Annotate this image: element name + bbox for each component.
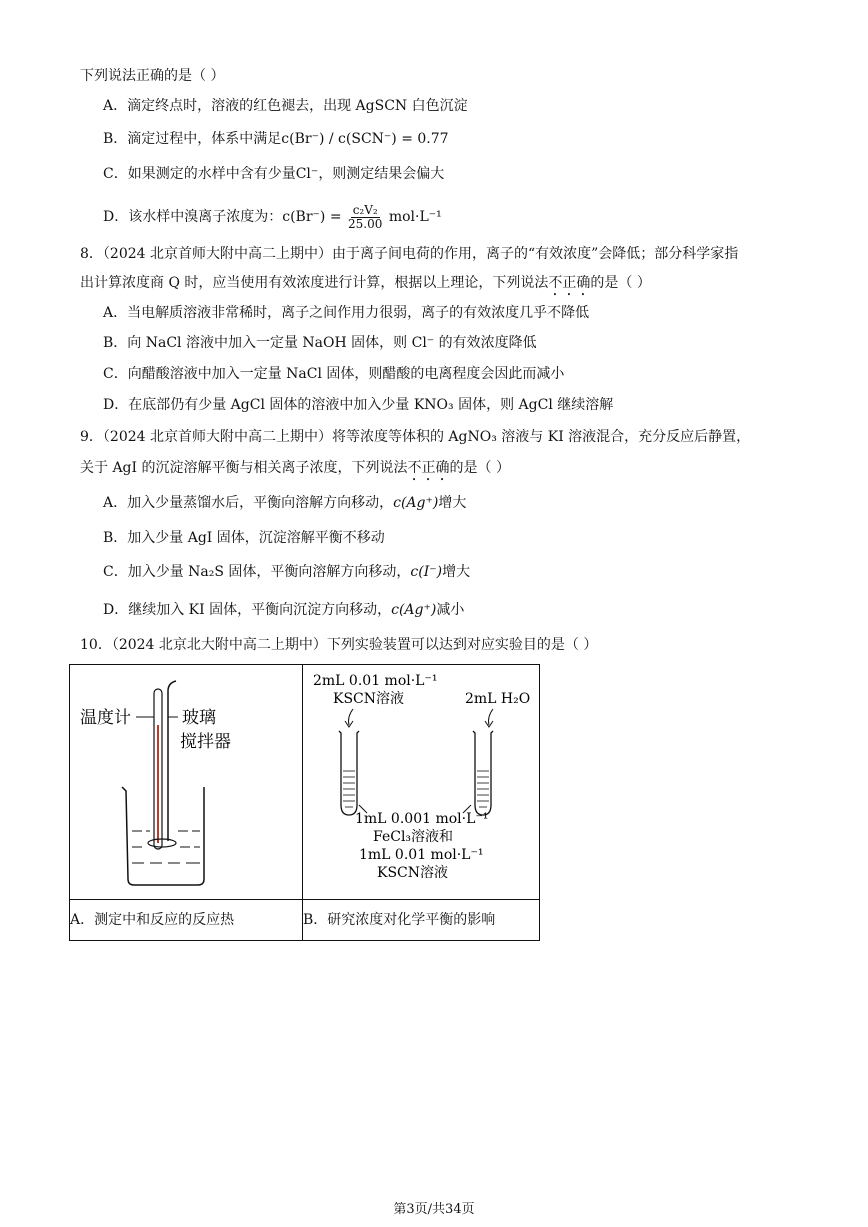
mixture-label-1: 1mL 0.001 mol·L⁻¹ xyxy=(355,811,489,827)
thermometer-label: 温度计 xyxy=(80,708,131,728)
q9-option-c-formula: c(I⁻) xyxy=(410,564,443,580)
mixture-label-2: FeCl₃溶液和 xyxy=(373,829,454,845)
q7-option-d-fraction xyxy=(348,204,382,231)
right-tube-liquid xyxy=(477,771,489,807)
q7-option-a: A．滴定终点时，溶液的红色褪去，出现 AgSCN 白色沉淀 xyxy=(103,98,468,114)
q8-option-c: C．向醋酸溶液中加入一定量 NaCl 固体，则醋酸的电离程度会因此而减小 xyxy=(103,366,565,382)
beaker xyxy=(122,787,204,885)
q9-stem-line2 xyxy=(80,458,510,484)
test-tube-diagram xyxy=(303,665,539,899)
q9-option-a-formula: c(Ag⁺) xyxy=(393,495,439,511)
fraction-numerator: c₂V₂ xyxy=(352,202,378,217)
q9-option-d-text: D．继续加入 KI 固体，平衡向沉淀方向移动， xyxy=(103,602,392,618)
fraction-denominator: 25.00 xyxy=(348,216,383,231)
q9-option-c xyxy=(103,562,470,582)
q8-option-b: B．向 NaCl 溶液中加入一定量 NaOH 固体，则 Cl⁻ 的有效浓度降低 xyxy=(103,335,537,351)
left-test-tube xyxy=(339,731,359,815)
q8-stem-line2 xyxy=(80,273,651,299)
q7-option-c-suffix: ，则测定结果会偏大 xyxy=(318,166,445,182)
q9-option-a xyxy=(103,493,466,513)
mixture-label-4: KSCN溶液 xyxy=(377,865,449,881)
q8-option-a: A．当电解质溶液非常稀时，离子之间作用力很弱，离子的有效浓度几乎不降低 xyxy=(103,305,590,321)
q9-option-c-result: 增大 xyxy=(442,564,471,580)
q7-option-c-ion: Cl⁻ xyxy=(295,166,319,182)
q8-stem-line1: 8．（2024 北京首师大附中高二上期中）由于离子间电荷的作用，离子的“有效浓度”会降低；部分科学家指 xyxy=(80,246,739,262)
q7-stem: 下列说法正确的是（ ） xyxy=(80,68,225,84)
q7-option-b-formula: c(Br⁻) / c(SCN⁻) = 0.77 xyxy=(281,131,449,147)
left-tube-liquid xyxy=(343,771,355,807)
figure-a-caption: A．测定中和反应的反应热 xyxy=(70,900,303,941)
figure-b-caption: B．研究浓度对化学平衡的影响 xyxy=(303,900,540,941)
q9-option-d-formula: c(Ag⁺) xyxy=(391,602,437,618)
stirrer-label-1: 玻璃 xyxy=(182,708,216,728)
mixture-label-3: 1mL 0.01 mol·L⁻¹ xyxy=(359,847,484,863)
q9-emphasis: 不正确 xyxy=(407,460,450,476)
page-number: 第3页/共34页 xyxy=(393,1202,475,1217)
right-test-tube xyxy=(473,731,493,815)
left-tube-label-2: KSCN溶液 xyxy=(333,691,405,707)
q10-figure-table xyxy=(69,664,540,941)
q7-option-b xyxy=(103,129,449,149)
q9-option-a-text: A．加入少量蒸馏水后，平衡向溶解方向移动， xyxy=(103,495,394,511)
q7-option-d xyxy=(103,202,442,232)
q9-option-d-result: 减小 xyxy=(436,602,465,618)
q8-stem-end: 的是（ ） xyxy=(590,275,651,291)
figure-a-cell xyxy=(70,665,303,900)
figure-b-cell xyxy=(303,665,540,900)
q7-option-d-lhs: c(Br⁻) = xyxy=(282,209,342,225)
q8-option-d: D．在底部仍有少量 AgCl 固体的溶液中加入少量 KNO₃ 固体，则 AgCl 继续溶解 xyxy=(103,397,614,413)
right-tube-label: 2mL H₂O xyxy=(465,691,531,707)
stirrer-label-2: 搅拌器 xyxy=(180,732,231,752)
q9-stem-text: 关于 AgI 的沉淀溶解平衡与相关离子浓度，下列说法 xyxy=(80,460,408,476)
q7-option-c xyxy=(103,164,444,184)
q9-stem-end: 的是（ ） xyxy=(449,460,510,476)
left-tube-label-1: 2mL 0.01 mol·L⁻¹ xyxy=(313,673,438,689)
q10-stem: 10．（2024 北京北大附中高二上期中）下列实验装置可以达到对应实验目的是（ ） xyxy=(80,637,598,653)
q7-option-b-text: B．滴定过程中，体系中满足 xyxy=(103,131,282,147)
q7-option-c-text: C．如果测定的水样中含有少量 xyxy=(103,166,296,182)
q9-option-a-result: 增大 xyxy=(438,495,467,511)
glass-stirrer-rod xyxy=(168,681,176,841)
calorimeter-diagram xyxy=(70,665,302,899)
q9-stem-line1: 9．（2024 北京首师大附中高二上期中）将等浓度等体积的 AgNO₃ 溶液与 KI 溶液混合，充分反应后静置， xyxy=(80,429,751,445)
q8-emphasis: 不正确 xyxy=(548,275,591,291)
q8-stem-text: 出计算浓度商 Q 时，应当使用有效浓度进行计算，根据以上理论，下列说法 xyxy=(80,275,549,291)
q9-option-b: B．加入少量 AgI 固体，沉淀溶解平衡不移动 xyxy=(103,530,385,546)
q7-option-d-text: D．该水样中溴离子浓度为： xyxy=(103,209,283,225)
q9-option-d xyxy=(103,600,464,620)
q9-option-c-text: C．加入少量 Na₂S 固体，平衡向溶解方向移动， xyxy=(103,564,411,580)
q7-option-d-unit: mol·L⁻¹ xyxy=(388,209,442,225)
